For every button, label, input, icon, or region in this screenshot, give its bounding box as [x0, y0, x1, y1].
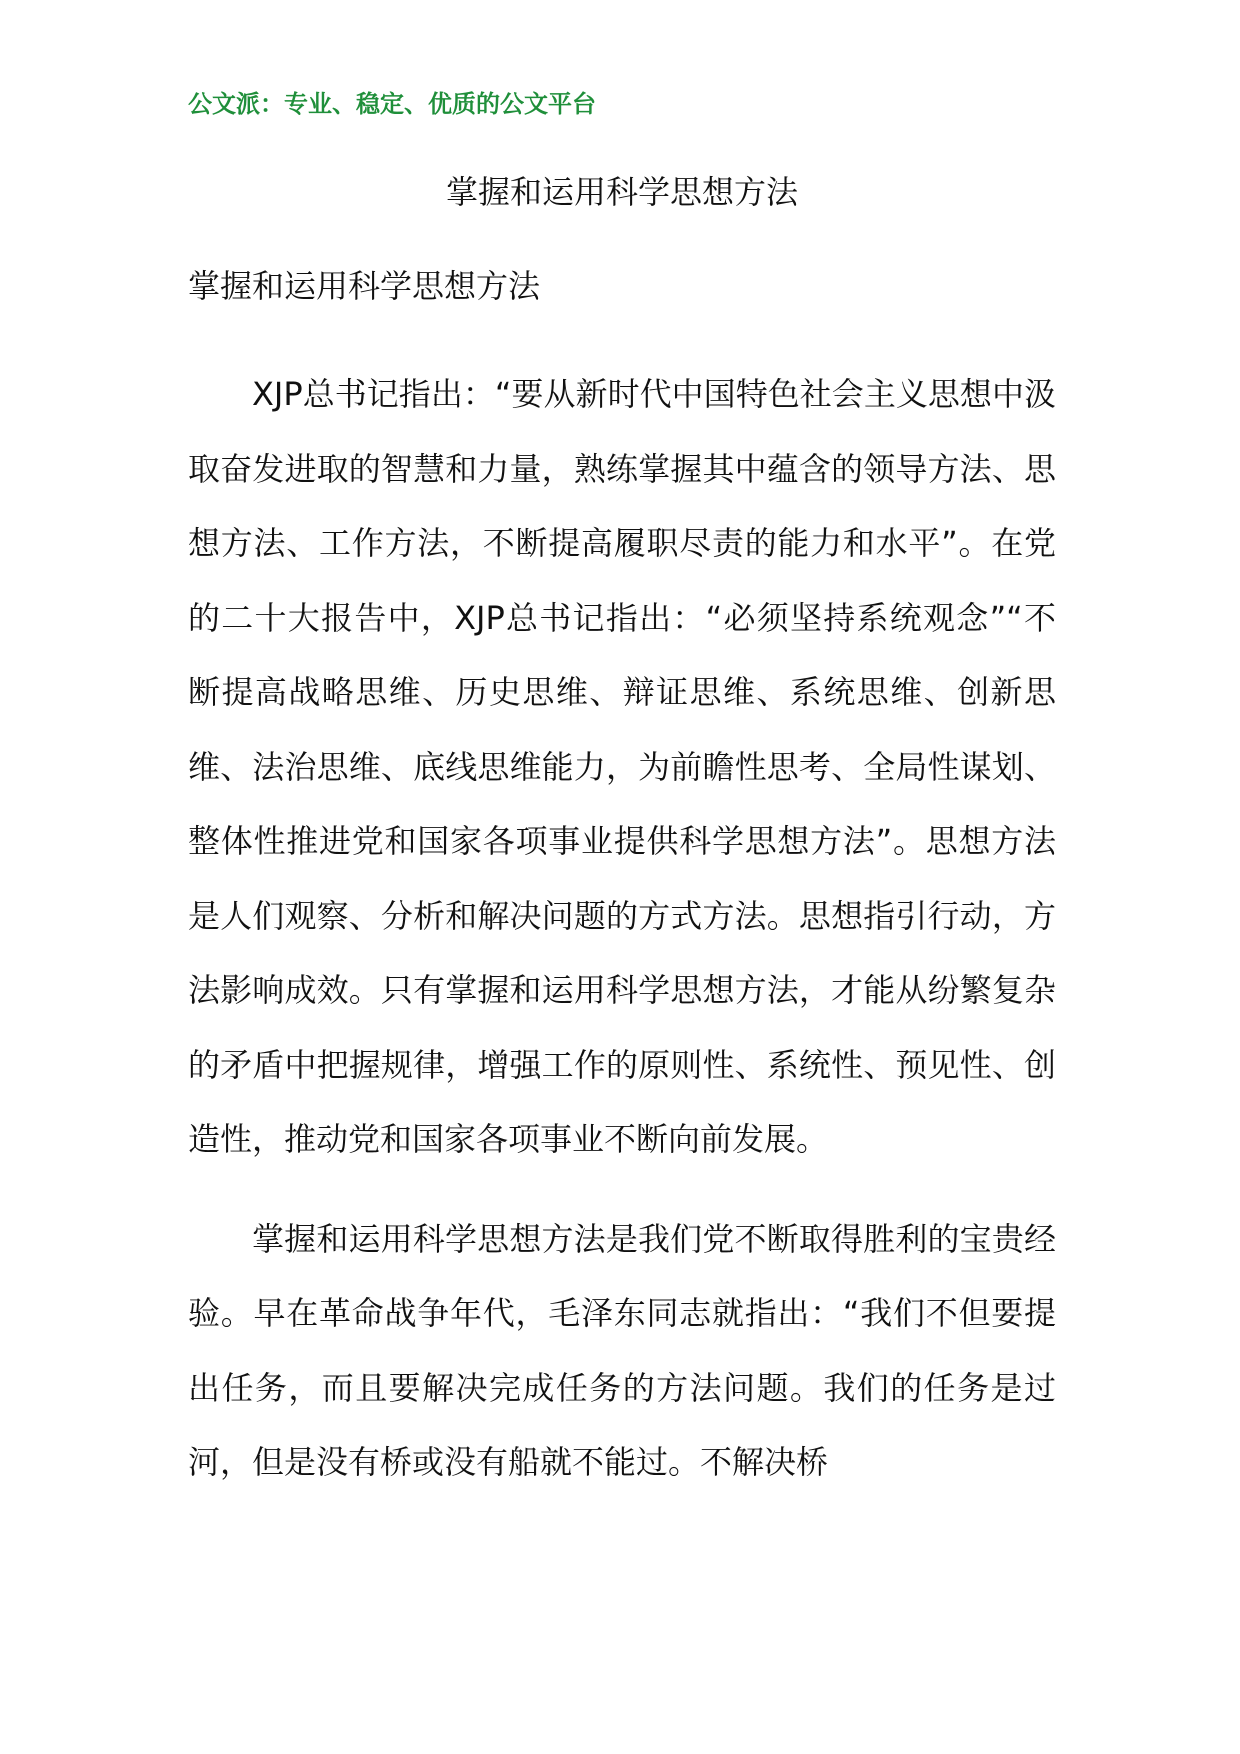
paragraph: 掌握和运用科学思想方法是我们党不断取得胜利的宝贵经验。早在革命战争年代，毛泽东同志就指出：“我们不但要提出任务，而且要解决完成任务的方法问题。我们的任务是过河，但是没有桥或没有船就不能过。不解决桥 [188, 1219, 1056, 1481]
document-subtitle: 掌握和运用科学思想方法 [188, 267, 541, 305]
document-title: 掌握和运用科学思想方法 [445, 173, 798, 211]
document-body [188, 357, 1056, 1525]
header-banner: 公文派：专业、稳定、优质的公文平台 [188, 89, 596, 118]
paragraph: XJP总书记指出：“要从新时代中国特色社会主义思想中汲取奋发进取的智慧和力量，熟练掌握其中蕴含的领导方法、思想方法、工作方法，不断提高履职尽责的能力和水平”。在党的二十大报告中，XJP总书记指出：“必须坚持系统观念”“不断提高战略思维、历史思维、辩证思维、系统思维、创新思维、法治思维、底线思维能力，为前瞻性思考、全局性谋划、整体性推进党和国家各项事业提供科学思想方法”。思想方法是人们观察、分析和解决问题的方式方法。思想指引行动，方法影响成效。只有掌握和运用科学思想方法，才能从纷繁复杂的矛盾中把握规律，增强工作的原则性、系统性、预见性、创造性，推动党和国家各项事业不断向前发展。 [188, 375, 1056, 1158]
